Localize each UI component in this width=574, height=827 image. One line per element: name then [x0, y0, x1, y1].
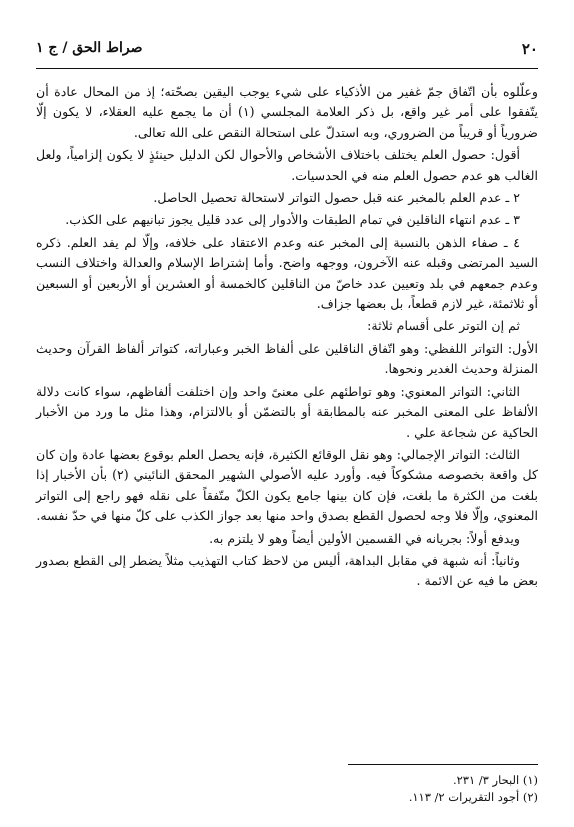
paragraph-condition-3: ٣ ـ عدم انتهاء الناقلين في تمام الطبقات والأدوار إلى عدد قليل يجوز تبانيهم على الكذب. [65, 212, 520, 228]
paragraph-general-tawatur: الثالث: التواتر الإجمالي: وهو نقل الوقائع الكثيرة، فإنه يحصل العلم بوقوع بعضها عادة وإن كان كل واقعة بخصوصه مشكوكاً فيه. وأورد عليه الأصولي الشهير المحقق النائيني (٢) بأن الأخبار إذا بلغت من الكثرة ما بلغت، فإن كان بينها جامع يكون الكلّ متّفقاً على نقله فهو راجع إلى التواتر المعنوي، وإلّا فلا وجه لحصول القطع بصدق واحد منها بعد جواز الكذب على كلّ منها في حدّ نفسه. [36, 446, 539, 524]
footnote-2: (٢) أجود التقريرات ٢/ ١١٣. [408, 790, 538, 804]
footnotes [36, 772, 538, 806]
page-header [36, 40, 538, 64]
paragraph-condition-4: ٤ ـ صفاء الذهن بالنسبة إلى المخبر عنه وعدم الاعتقاد على خلافه، وإلّا لم يفد العلم. ذكره السيد المرتضى وقبله عنه الآخرون، ووجهه واضح. وأما إشتراط الإسلام والعدالة واختلاف النسب وعدم جمعهم في بلد وتعيين عدد خاصّ من الناقلين كالخمسة أو العشرين أو الأربعين أو السبعين أو ثلاثمئة، غير لازم قطعاً، بل بعضها جزاف. [36, 234, 538, 312]
footnote-divider [348, 764, 538, 765]
paragraph-reply-first: ويدفع أولاً: بجريانه في القسمين الأولين أيضاً وهو لا يلتزم به. [209, 530, 520, 546]
paragraph-semantic-tawatur: الثاني: التواتر المعنوي: وهو تواطئهم على معنىً واحد وإن اختلفت ألفاظهم، سواء كانت دلالة الألفاظ على المعنى المخبر عنه بالمطابقة أو بالتضمّن أو بالالتزام، وهذا مثل ما ورد من الأخبار الحاكية عن شجاعة علي . [36, 383, 538, 440]
paragraph-reply-second: وثانياً: أنه شبهة في مقابل البداهة، أليس من لاحظ كتاب التهذيب مثلاً يضطر إلى القطع بصدور بعض ما فيه عن الائمة . [36, 552, 538, 589]
footnote-1: (١) البحار ٣/ ٢٣١. [452, 773, 538, 787]
paragraph-condition-2: ٢ ـ عدم العلم بالمخبر عنه قبل حصول التواتر لاستحالة تحصيل الحاصل. [153, 190, 520, 206]
paragraph-verbal-tawatur: الأول: التواتر اللفظي: وهو اتّفاق الناقلين على ألفاظ الخبر وعباراته، كتواتر ألفاظ القرآن وحديث المنزلة وحديث الغدير ونحوها. [36, 340, 538, 377]
running-title: صراط الحق / ج ١ [36, 40, 143, 56]
page-number: ٢٠ [521, 40, 538, 58]
paragraph-reasoning: وعلّلوه بأن اتّفاق جمّ غفير من الأذكياء على شيء يوجب اليقين بصحّته؛ إذ من المحال عادة أن يتّفقوا على أمر غير واقع، بل ذكر العلامة المجلسي (١) أن ما يجمع عليه العقلاء، لا يكون إلّا ضرورياً أو قريباً من الضروري، وبه استدلّ على استحالة النقص على الله تعالى. [36, 84, 538, 140]
paragraph-comment: أقول: حصول العلم يختلف باختلاف الأشخاص والأحوال لكن الدليل حينئذٍ لا يكون إلزامياً، ولعل الغالب هو عدم حصول العلم منه في الحدسيات. [36, 147, 538, 183]
header-divider [36, 68, 538, 69]
main-text [36, 82, 538, 594]
paragraph-divisions: ثم إن التوتر على أقسام ثلاثة: [367, 318, 520, 334]
